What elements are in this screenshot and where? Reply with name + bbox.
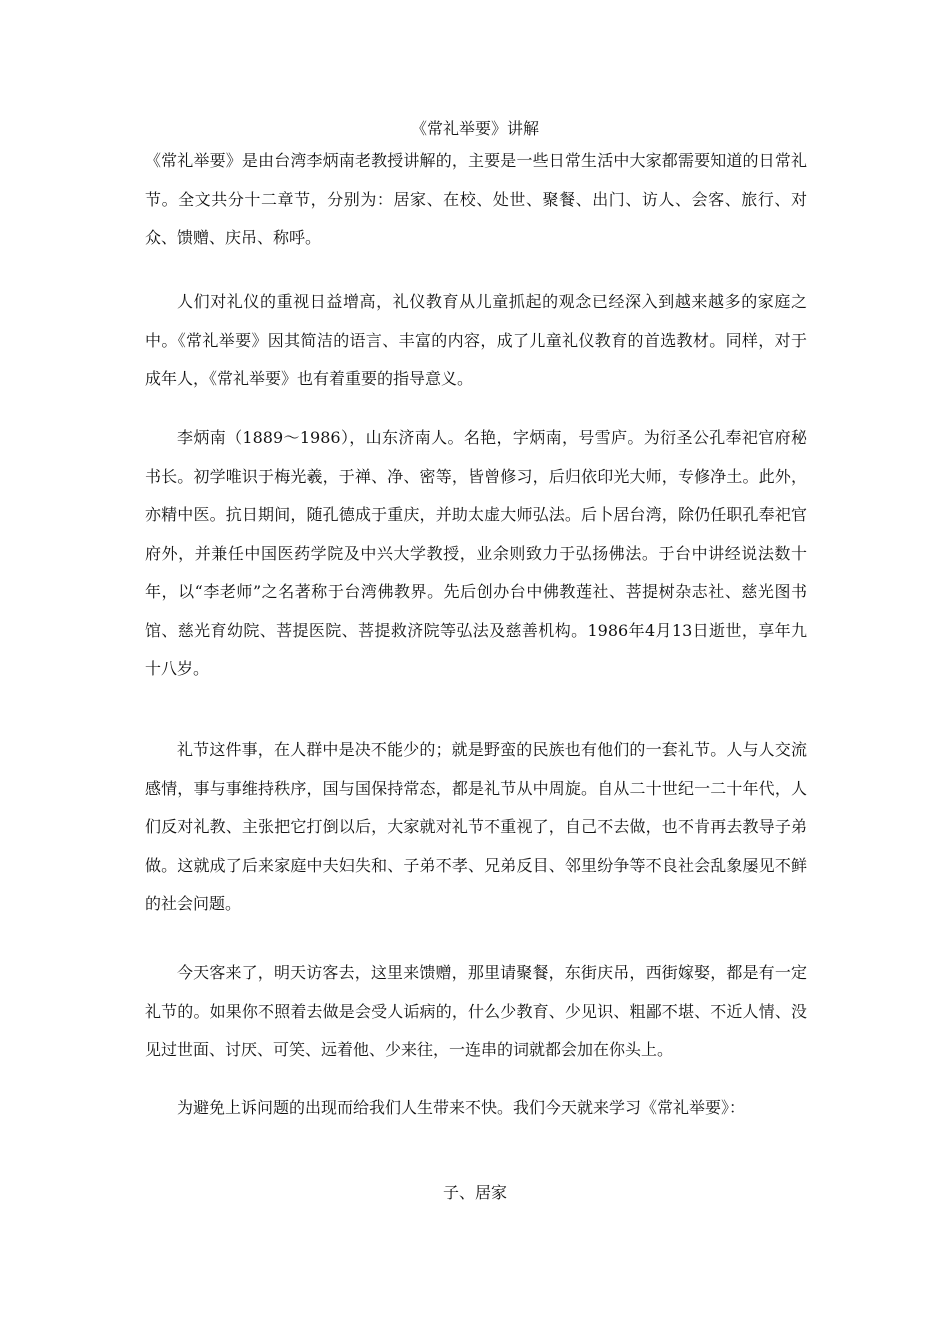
importance-paragraph: 人们对礼仪的重视日益增高，礼仪教育从儿童抓起的观念已经深入到越来越多的家庭之中。《常礼举要》因其简洁的语言、丰富的内容，成了儿童礼仪教育的首选教材。同样，对于成年人，《常礼举要》也有着重要的指导意义。 <box>145 292 807 388</box>
section-heading: 子、居家 <box>442 1183 507 1202</box>
social-paragraph: 今天客来了，明天访客去，这里来馈赠，那里请聚餐，东街庆吊，西街嫁娶，都是有一定礼节的。如果你不照着去做是会受人诟病的，什么少教育、少见识、粗鄙不堪、不近人情、没见过世面、讨厌、可笑、远着他、少来往，一连串的词就都会加在你头上。 <box>145 963 807 1059</box>
etiquette-paragraph: 礼节这件事，在人群中是决不能少的；就是野蛮的民族也有他们的一套礼节。人与人交流感情，事与事维持秩序，国与国保持常态，都是礼节从中周旋。自从二十世纪一二十年代，人们反对礼教、主张把它打倒以后，大家就对礼节不重视了，自己不去做，也不肯再去教导子弟做。这就成了后来家庭中夫妇失和、子弟不孝、兄弟反目、邻里纷争等不良社会乱象屡见不鲜的社会问题。 <box>145 740 807 913</box>
closing-paragraph: 为避免上诉问题的出现而给我们人生带来不快。我们今天就来学习《常礼举要》： <box>177 1098 746 1117</box>
document-title: 《常礼举要》讲解 <box>410 119 539 138</box>
intro-paragraph: 《常礼举要》是由台湾李炳南老教授讲解的，主要是一些日常生活中大家都需要知道的日常礼节。全文共分十二章节，分别为：居家、在校、处世、聚餐、出门、访人、会客、旅行、对众、馈赠、庆吊、称呼。 <box>145 151 807 247</box>
biography-paragraph: 李炳南（1889～1986），山东济南人。名艳，字炳南，号雪庐。为衍圣公孔奉祀官府秘书长。初学唯识于梅光羲，于禅、净、密等，皆曾修习，后归依印光大师，专修净土。此外，亦精中医。抗日期间，随孔德成于重庆，并助太虚大师弘法。后卜居台湾，除仍任职孔奉祀官府外，并兼任中国医药学院及中兴大学教授，业余则致力于弘扬佛法。于台中讲经说法数十年，以“李老师”之名著称于台湾佛教界。先后创办台中佛教莲社、菩提树杂志社、慈光图书馆、慈光育幼院、菩提医院、菩提救济院等弘法及慈善机构。1986年4月13日逝世，享年九十八岁。 <box>145 428 807 678</box>
